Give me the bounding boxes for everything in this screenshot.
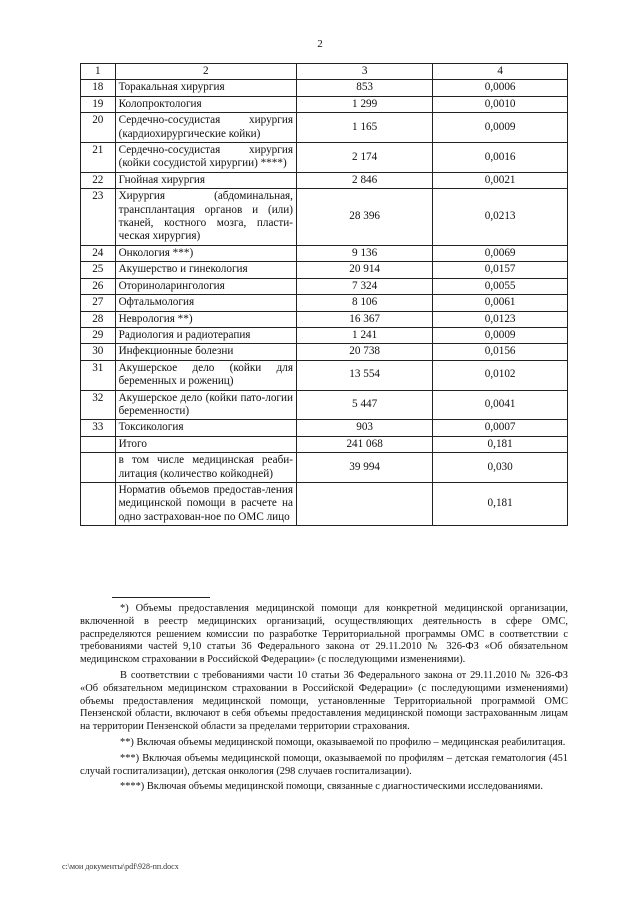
table-row — [81, 344, 568, 360]
row-norm: 0,0156 — [433, 344, 568, 360]
table-row — [81, 390, 568, 420]
row-number: 26 — [81, 278, 116, 294]
row-number: 21 — [81, 143, 116, 173]
row-name: Акушерское дело (койки пато-логии беременности) — [115, 390, 296, 420]
row-value: 20 738 — [296, 344, 432, 360]
row-value — [296, 482, 432, 525]
row-value: 1 165 — [296, 113, 432, 143]
row-name: Офтальмология — [115, 295, 296, 311]
row-norm: 0,0007 — [433, 420, 568, 436]
row-value: 1 241 — [296, 327, 432, 343]
file-path: c:\мои документы\pdf\928-пп.docx — [62, 862, 179, 871]
row-norm: 0,0009 — [433, 327, 568, 343]
table-body — [81, 80, 568, 526]
footnote: ***) Включая объемы медицинской помощи, оказываемой по профилям – детская гематология (451 случай госпитализации), детская онкология (298 случаев госпитализации). — [80, 752, 568, 777]
row-norm: 0,0123 — [433, 311, 568, 327]
table-row — [81, 278, 568, 294]
row-value: 2 846 — [296, 172, 432, 188]
row-norm: 0,0006 — [433, 80, 568, 96]
row-name: Колопроктология — [115, 96, 296, 112]
row-number — [81, 482, 116, 525]
table-row — [81, 113, 568, 143]
footnotes — [80, 603, 568, 797]
table-row — [81, 143, 568, 173]
data-table — [80, 63, 568, 526]
row-number: 18 — [81, 80, 116, 96]
row-number: 31 — [81, 360, 116, 390]
row-name: Гнойная хирургия — [115, 172, 296, 188]
row-value: 39 994 — [296, 453, 432, 483]
row-name: Сердечно-сосудистая хирургия (кардиохирургические койки) — [115, 113, 296, 143]
table-row — [81, 295, 568, 311]
row-number: 19 — [81, 96, 116, 112]
table-row — [81, 245, 568, 261]
row-number: 32 — [81, 390, 116, 420]
table-row — [81, 80, 568, 96]
row-name: Сердечно-сосудистая хирургия (койки сосудистой хирургии) ****) — [115, 143, 296, 173]
row-name: Радиология и радиотерапия — [115, 327, 296, 343]
row-number: 30 — [81, 344, 116, 360]
table-row — [81, 327, 568, 343]
row-name: Оториноларингология — [115, 278, 296, 294]
table-row — [81, 189, 568, 246]
row-value: 241 068 — [296, 436, 432, 452]
row-norm: 0,0055 — [433, 278, 568, 294]
row-name: Онкология ***) — [115, 245, 296, 261]
row-number: 24 — [81, 245, 116, 261]
row-number: 27 — [81, 295, 116, 311]
row-number: 29 — [81, 327, 116, 343]
row-value: 28 396 — [296, 189, 432, 246]
row-norm: 0,030 — [433, 453, 568, 483]
footnote: В соответствии с требованиями части 10 статьи 36 Федерального закона от 29.11.2010 № 326-ФЗ «Об обязательном медицинском страховании в Российской Федерации» (с последующими изменениями) объемы предоставления медицинской помощи, установленные Территориальной программой ОМС Пензенской области, включают в себя объемы предоставления медицинской помощи застрахованным лицам на территории Пензенской области за пределами территории страхования. — [80, 669, 568, 733]
row-norm: 0,0016 — [433, 143, 568, 173]
row-norm: 0,0102 — [433, 360, 568, 390]
row-number — [81, 453, 116, 483]
table-row — [81, 262, 568, 278]
table-header-row — [81, 64, 568, 80]
row-number: 25 — [81, 262, 116, 278]
row-norm: 0,0157 — [433, 262, 568, 278]
footnote: *) Объемы предоставления медицинской помощи для конкретной медицинской организации, включенной в реестр медицинских организаций, осуществляющих деятельность в сфере ОМС, распределяются решением комиссии по разработке Территориальной программы ОМС в соответствии с требованиями частей 9,10 статьи 36 Федерального закона от 29.11.2010 № 326-ФЗ «Об обязательном медицинском страховании в Российской Федерации» (с последующими изменениями). — [80, 603, 568, 666]
table-row — [81, 96, 568, 112]
table-row — [81, 360, 568, 390]
row-norm: 0,0021 — [433, 172, 568, 188]
table-row — [81, 436, 568, 452]
column-header: 2 — [115, 64, 296, 80]
row-name: Норматив объемов предостав-ления медицинской помощи в расчете на одно застрахован-ное по ОМС лицо — [115, 482, 296, 525]
row-value: 2 174 — [296, 143, 432, 173]
row-value: 16 367 — [296, 311, 432, 327]
row-value: 9 136 — [296, 245, 432, 261]
row-number: 28 — [81, 311, 116, 327]
row-value: 7 324 — [296, 278, 432, 294]
row-name: Торакальная хирургия — [115, 80, 296, 96]
row-norm: 0,0041 — [433, 390, 568, 420]
row-name: Неврология **) — [115, 311, 296, 327]
row-number: 23 — [81, 189, 116, 246]
row-name: Акушерство и гинекология — [115, 262, 296, 278]
row-norm: 0,181 — [433, 482, 568, 525]
footnote: ****) Включая объемы медицинской помощи, связанные с диагностическими исследованиями. — [120, 781, 543, 793]
table-row — [81, 420, 568, 436]
row-value: 20 914 — [296, 262, 432, 278]
row-number: 20 — [81, 113, 116, 143]
column-header: 1 — [81, 64, 116, 80]
row-number: 33 — [81, 420, 116, 436]
row-name: Инфекционные болезни — [115, 344, 296, 360]
table-row — [81, 172, 568, 188]
row-norm: 0,0061 — [433, 295, 568, 311]
row-name: в том числе медицинская реаби-литация (количество койкодней) — [115, 453, 296, 483]
column-header: 4 — [433, 64, 568, 80]
footnote: **) Включая объемы медицинской помощи, оказываемой по профилю – медицинская реабилитация. — [120, 736, 566, 748]
row-norm: 0,0069 — [433, 245, 568, 261]
row-norm: 0,0010 — [433, 96, 568, 112]
footnote-divider — [112, 597, 210, 598]
table-row — [81, 482, 568, 525]
row-value: 8 106 — [296, 295, 432, 311]
row-norm: 0,0009 — [433, 113, 568, 143]
row-name: Акушерское дело (койки для беременных и рожениц) — [115, 360, 296, 390]
row-value: 13 554 — [296, 360, 432, 390]
row-number: 22 — [81, 172, 116, 188]
row-value: 5 447 — [296, 390, 432, 420]
row-name: Токсикология — [115, 420, 296, 436]
row-name: Итого — [115, 436, 296, 452]
table-row — [81, 311, 568, 327]
row-value: 1 299 — [296, 96, 432, 112]
row-norm: 0,0213 — [433, 189, 568, 246]
row-value: 853 — [296, 80, 432, 96]
row-norm: 0,181 — [433, 436, 568, 452]
column-header: 3 — [296, 64, 432, 80]
row-name: Хирургия (абдоминальная, трансплантация органов и (или) тканей, костного мозга, пласти-ческая хирургия) — [115, 189, 296, 246]
row-number — [81, 436, 116, 452]
row-value: 903 — [296, 420, 432, 436]
page-number: 2 — [317, 38, 323, 50]
table-row — [81, 453, 568, 483]
